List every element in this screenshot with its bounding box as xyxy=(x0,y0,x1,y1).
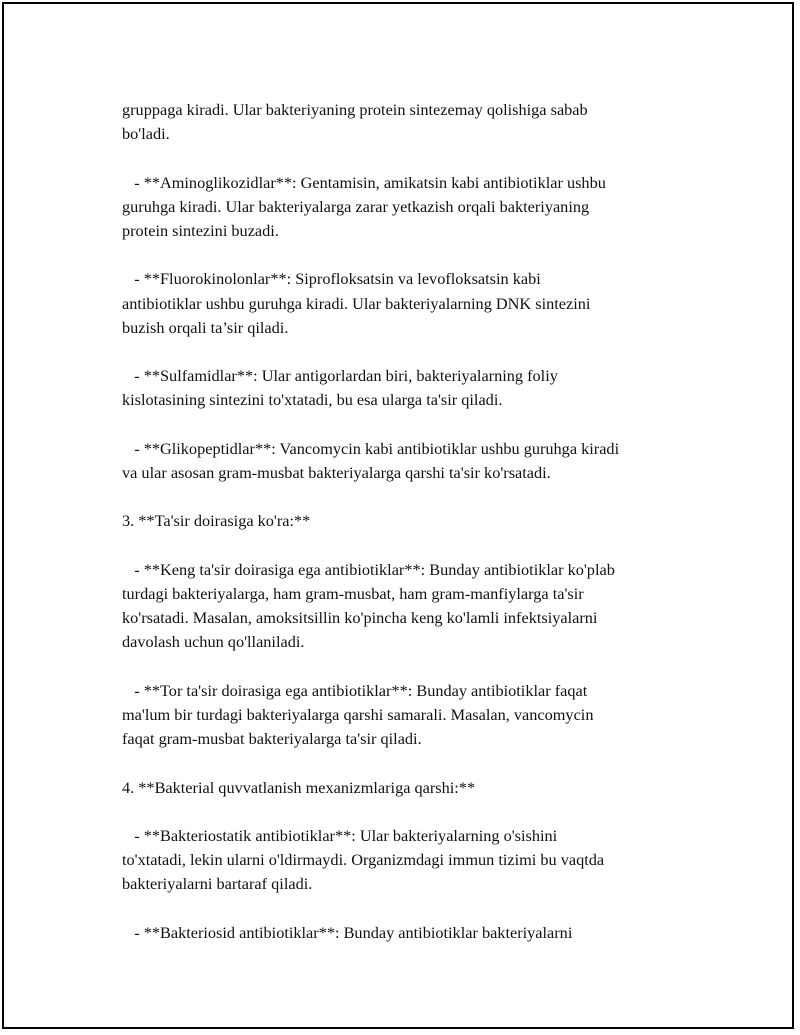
paragraph-keng-tasir: - **Keng ta'sir doirasiga ega antibiotiklar**: Bunday antibiotiklar ko'plab turdagi bakteriyalarga, ham gram-musbat, ham gram-manfiylarga ta'sir ko'rsatadi. Masalan, amoksitsillin ko'pincha keng ko'lamli infektsiyalarni davolash uchun qo'llaniladi. xyxy=(122,559,615,652)
paragraph-fluorokinolonlar: - **Fluorokinolonlar**: Siprofloksatsin va levofloksatsin kabi antibiotiklar ushbu guruhga kiradi. Ular bakteriyalarning DNK sintezini buzish orqali ta’sir qiladi. xyxy=(122,269,591,337)
paragraph-bakteriosid: - **Bakteriosid antibiotiklar**: Bunday antibiotiklar bakteriyalarni xyxy=(122,922,573,942)
heading-tasir-doirasiga-kora: 3. **Ta'sir doirasiga ko'ra:** xyxy=(122,511,311,531)
heading-bakterial-quvvatlanish: 4. **Bakterial quvvatlanish mexanizmlariga qarshi:** xyxy=(122,777,476,797)
paragraph-aminoglikozidlar: - **Aminoglikozidlar**: Gentamisin, amikatsin kabi antibiotiklar ushbu guruhga kiradi. Ular bakteriyalarga zarar yetkazish orqali bakteriyaning protein sintezini buzadi. xyxy=(122,172,606,240)
paragraph-glikopeptidlar: - **Glikopeptidlar**: Vancomycin kabi antibiotiklar ushbu guruhga kiradi va ular asosan gram-musbat bakteriyalarga qarshi ta'sir ko'rsatadi. xyxy=(122,438,620,482)
paragraph-tor-tasir: - **Tor ta'sir doirasiga ega antibiotiklar**: Bunday antibiotiklar faqat ma'lum bir turdagi bakteriyalarga qarshi samarali. Masalan, vancomycin faqat gram-musbat bakteriyalarga ta'sir qiladi. xyxy=(122,680,594,749)
page-frame xyxy=(2,2,794,1029)
paragraph-bakteriostatik: - **Bakteriostatik antibiotiklar**: Ular bakteriyalarning o'sishini to'xtatadi, lekin ularni o'ldirmaydi. Organizmdagi immun tizimi bu vaqtda bakteriyalarni bartaraf qiladi. xyxy=(122,825,605,894)
paragraph-protein-synthesis-continuation: gruppaga kiradi. Ular bakteriyaning protein sintezemay qolishiga sabab bo'ladi. xyxy=(122,100,588,144)
paragraph-sulfamidlar: - **Sulfamidlar**: Ular antigorlardan biri, bakteriyalarning foliy kislotasining sintezini to'xtatadi, bu esa ularga ta'sir qiladi. xyxy=(122,366,558,410)
document-body xyxy=(122,98,702,969)
